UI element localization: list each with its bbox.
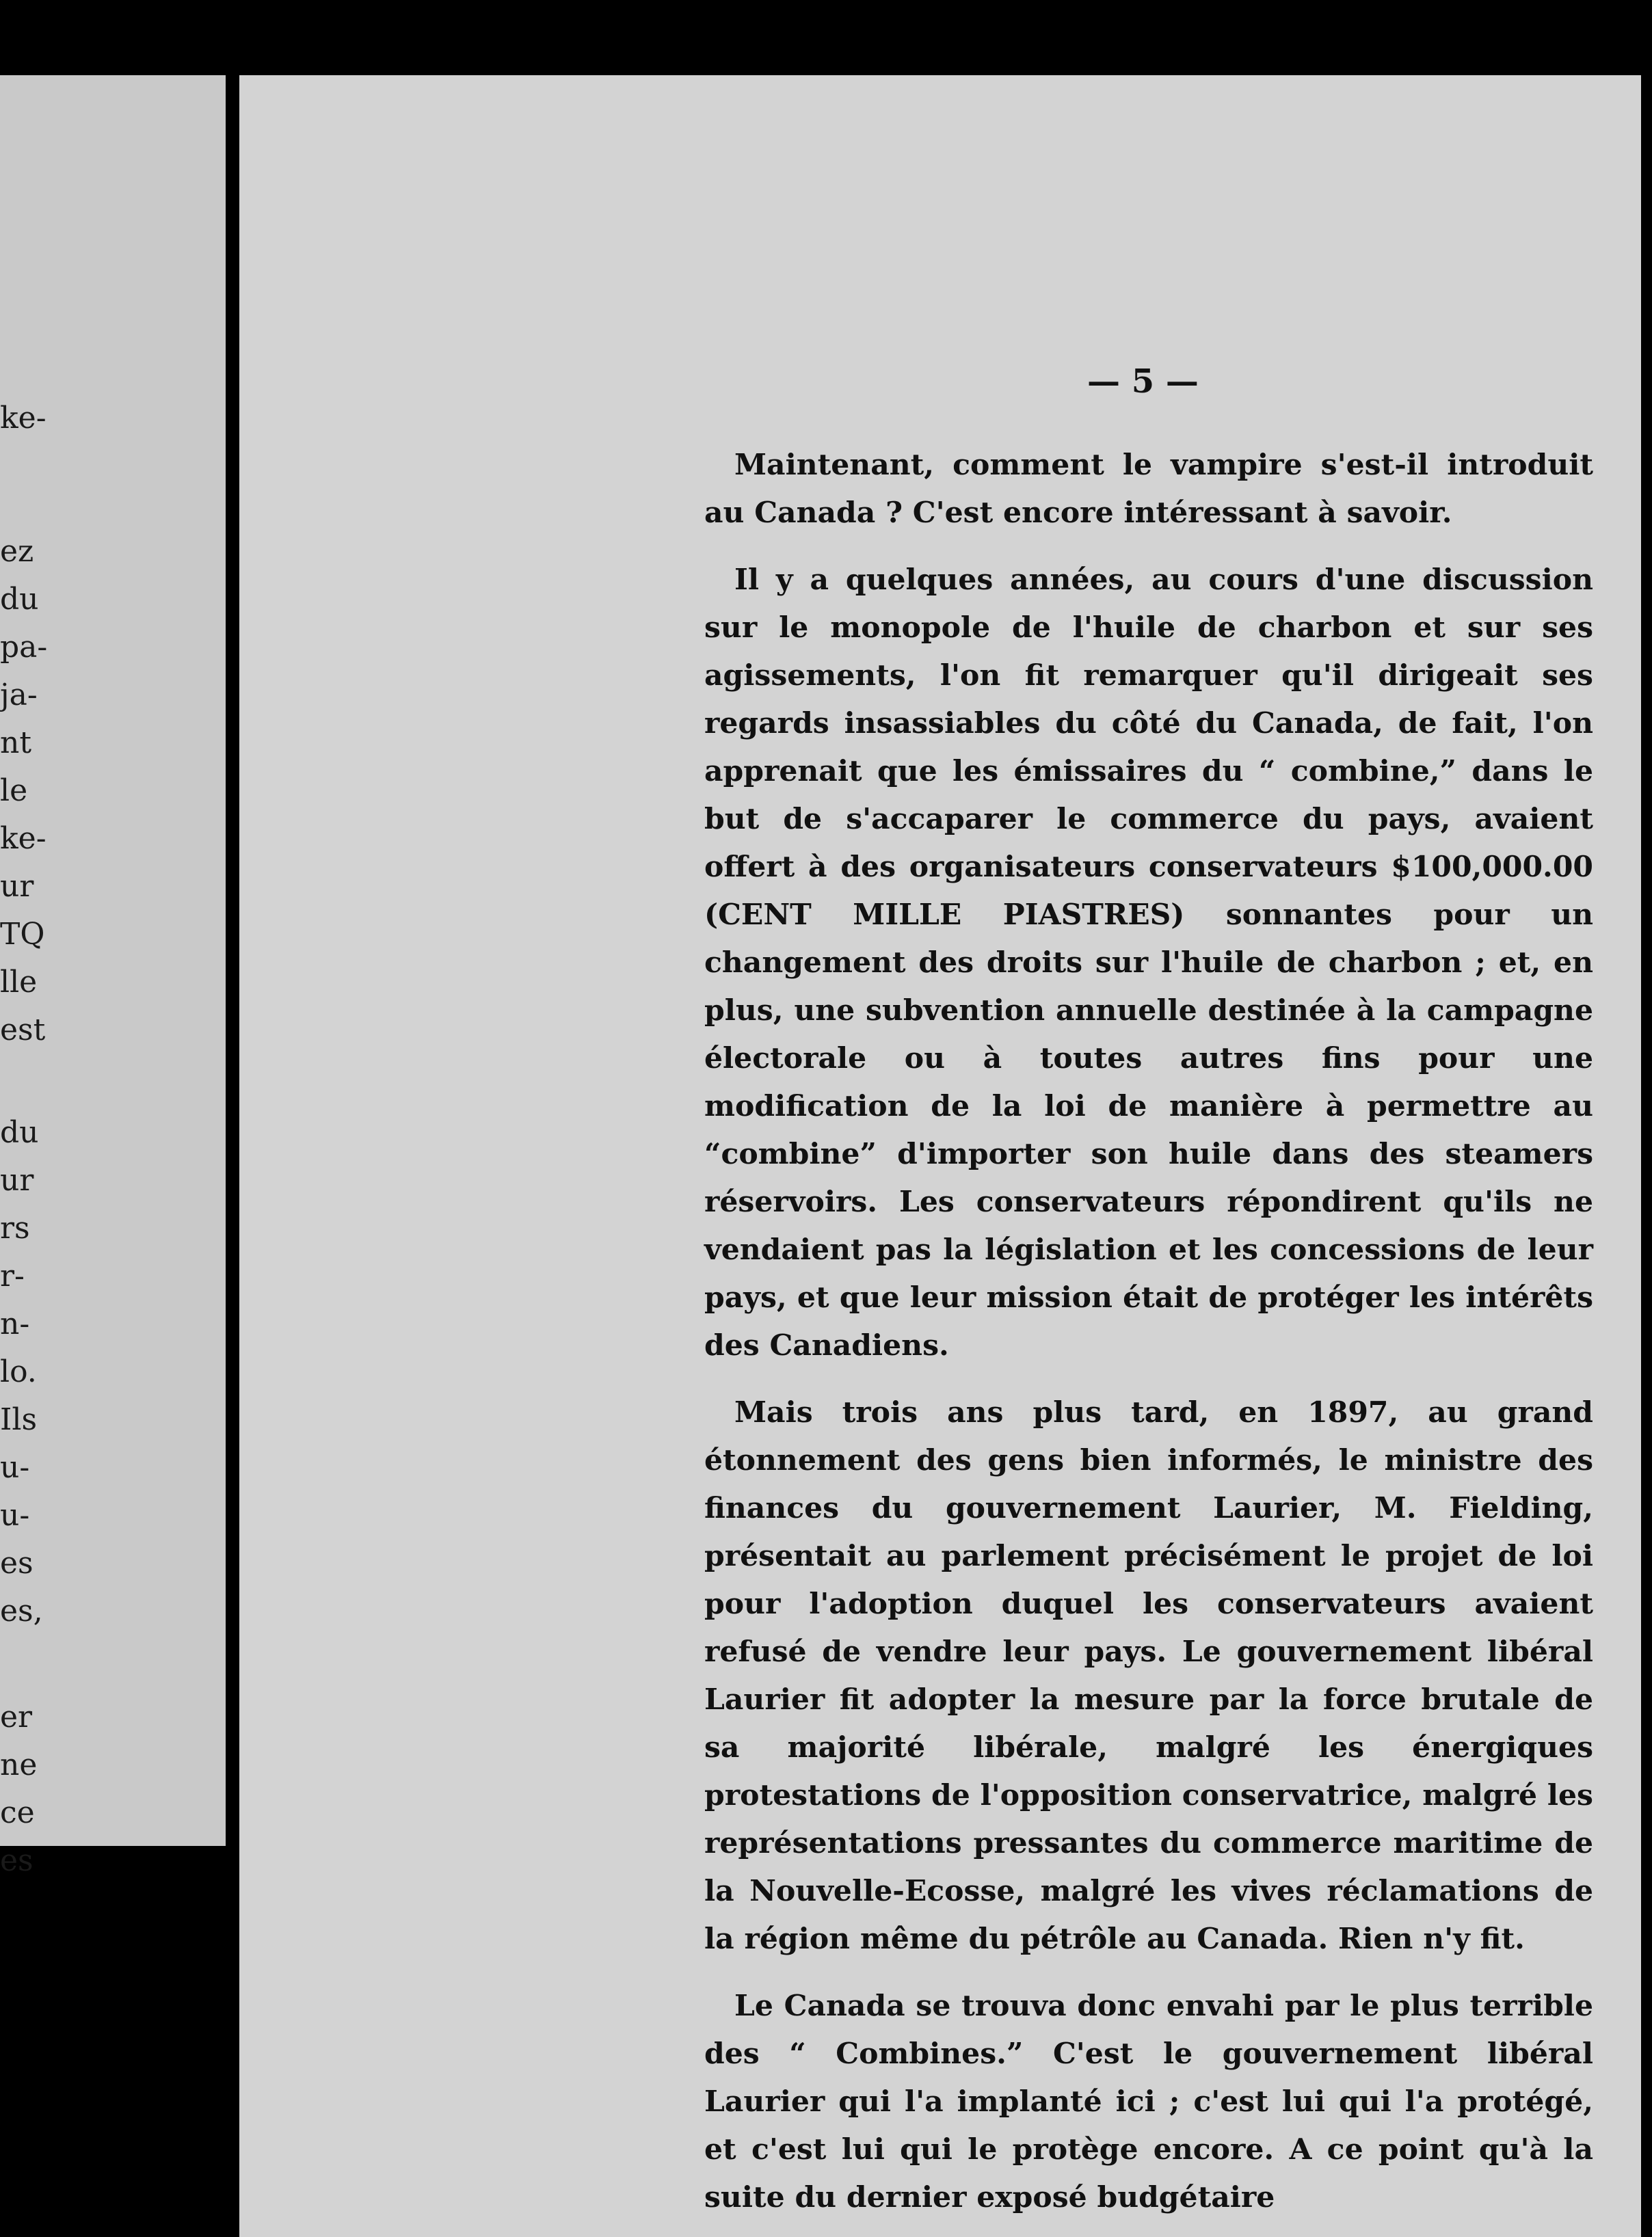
- left-fragment: ke-: [0, 401, 46, 436]
- left-fragment: es: [0, 1843, 34, 1878]
- left-fragment: ez: [0, 534, 34, 569]
- left-fragment: lle: [0, 965, 38, 1000]
- left-fragment: du: [0, 1115, 39, 1150]
- left-fragment: rs: [0, 1211, 30, 1246]
- left-fragment: ur: [0, 869, 34, 904]
- page-number: — 5 —: [1087, 362, 1199, 401]
- left-fragment: ke-: [0, 821, 46, 856]
- paragraph: Mais trois ans plus tard, en 1897, au grand étonnement des gens bien informés, le ministre des finances du gouvernement Laurier, M. Fielding, présentait au parlement précisément le projet de loi pour l'adoption duquel les conservateurs avaient refusé de vendre leur pays. Le gouvernement libéral Laurier fit adopter la mesure par la force brutale de sa majorité libérale, malgré les énergiques protestations de l'opposition conservatrice, malgré les représentations pressantes du commerce maritime de la Nouvelle-Ecosse, malgré les vives réclamations de la région même du pétrôle au Canada. Rien n'y fit.: [704, 1395, 1593, 1956]
- left-fragment: ce: [0, 1795, 35, 1830]
- left-fragment: es: [0, 1546, 34, 1581]
- left-fragment: es,: [0, 1594, 43, 1629]
- left-page-edge: [0, 75, 226, 1878]
- left-fragment: er: [0, 1700, 33, 1734]
- left-fragment: TQ: [0, 917, 45, 952]
- left-fragment: u-: [0, 1498, 30, 1533]
- left-fragment: nt: [0, 725, 32, 760]
- paragraph: Le Canada se trouva donc envahi par le plus terrible des “ Combines.” C'est le gouvernement libéral Laurier qui l'a implanté ici ; c'est lui qui l'a protégé, et c'est lui qui le protège encore. A ce point qu'à la suite du dernier exposé budgétaire: [704, 1989, 1593, 2214]
- left-fragment: r-: [0, 1259, 25, 1294]
- left-fragment: est: [0, 1013, 46, 1047]
- left-fragment: ur: [0, 1163, 34, 1198]
- left-fragment: du: [0, 582, 39, 617]
- left-fragment: u-: [0, 1450, 30, 1485]
- paragraph: Il y a quelques années, au cours d'une discussion sur le monopole de l'huile de charbon et sur ses agissements, l'on fit remarquer qu'il dirigeait ses regards insassiables du côté du Canada, de fait, l'on apprenait que les émissaires du “ combine,” dans le but de s'accaparer le commerce du pays, avaient offert à des organisateurs conservateurs $100,000.00 (CENT MILLE PIASTRES) sonnantes pour un changement des droits sur l'huile de charbon ; et, en plus, une subvention annuelle destinée à la campagne électorale ou à toutes autres fins pour une modification de la loi de manière à permettre au “combine” d'importer son huile dans des steamers réservoirs. Les conservateurs répondirent qu'ils ne vendaient pas la législation et les concessions de leur pays, et que leur mission était de protéger les intérêts des Canadiens.: [704, 563, 1593, 1363]
- left-fragment: le: [0, 773, 28, 808]
- left-fragment: ja-: [0, 678, 38, 712]
- paragraph: Maintenant, comment le vampire s'est-il introduit au Canada ? C'est encore intéressant à savoir.: [704, 448, 1593, 530]
- left-fragment: pa-: [0, 630, 48, 665]
- left-fragment: Ils: [0, 1402, 38, 1437]
- left-fragment: n-: [0, 1307, 30, 1341]
- left-fragment: ne: [0, 1747, 38, 1782]
- body-text: [704, 441, 1593, 2221]
- document-page: [239, 75, 1641, 2237]
- left-fragment: lo.: [0, 1354, 37, 1389]
